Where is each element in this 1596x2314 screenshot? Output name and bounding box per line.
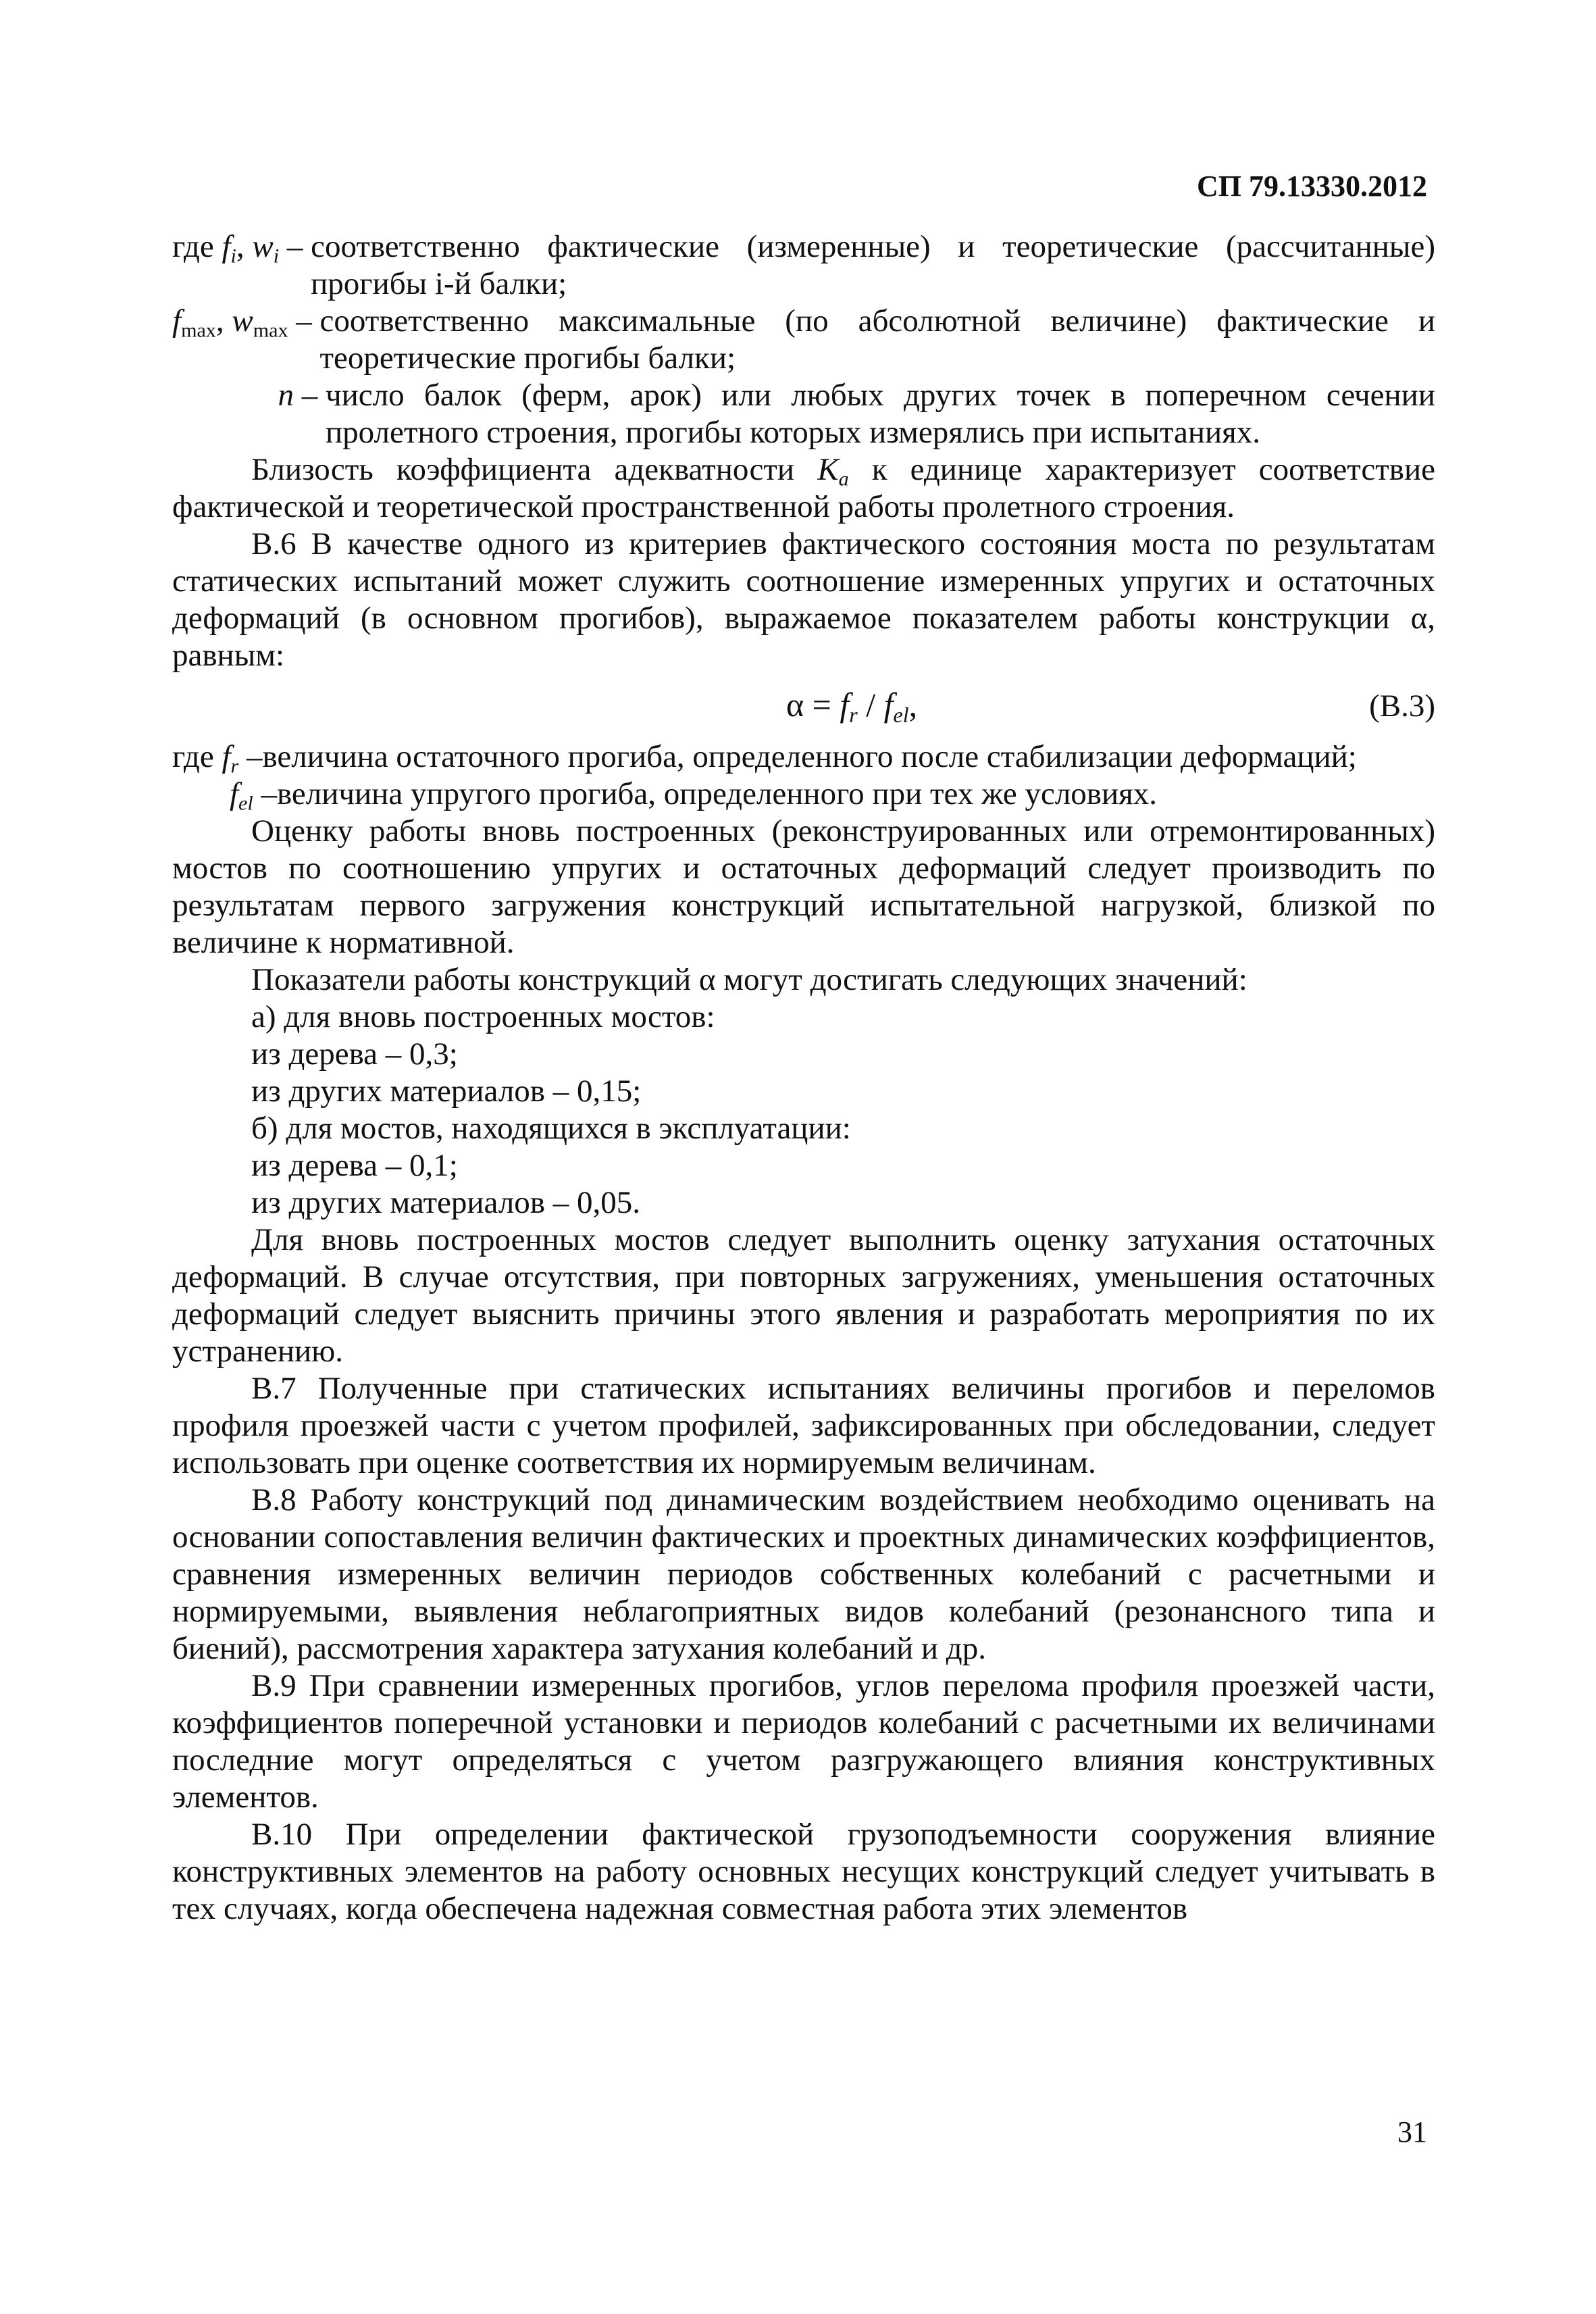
paragraph-b9: В.9 При сравнении измеренных прогибов, углов перелома профиля проезжей части, коэффициентов поперечной установки и периодов колебаний с расчетными их величинами последние могут определяться с учетом разгружающего влияния конструктивных элементов. bbox=[172, 1668, 1435, 1815]
definition-label: n – bbox=[278, 378, 318, 413]
paragraph-b6: В.6 В качестве одного из критериев фактического состояния моста по результатам статических испытаний может служить соотношение измеренных упругих и остаточных деформаций (в основном прогибов), выражаемое показателем работы конструкции α, равным: bbox=[172, 526, 1435, 673]
formula-expression: $\alpha = f_r / f_{el}$, bbox=[786, 686, 918, 727]
page-number: 31 bbox=[1397, 2115, 1427, 2148]
definition-item bbox=[172, 738, 1435, 776]
list-item: из других материалов – 0,05. bbox=[251, 1185, 640, 1220]
definition-text: соответственно фактические (измеренные) и теоретические (рассчитанные) прогибы i-й балки; bbox=[311, 229, 1435, 301]
list-item: б) для мостов, находящихся в эксплуатации: bbox=[251, 1111, 851, 1146]
list-item: из дерева – 0,3; bbox=[251, 1036, 458, 1072]
paragraph-b8: В.8 Работу конструкций под динамическим воздействием необходимо оценивать на основании сопоставления величин фактических и проектных динамических коэффициентов, сравнения измеренных величин периодов собственных колебаний с расчетными и нормируемыми, выявления неблагоприятных видов колебаний (резонансного типа и биений), рассмотрения характера затухания колебаний и др. bbox=[172, 1482, 1435, 1666]
definition-item bbox=[172, 377, 1435, 451]
definition-text: величина остаточного прогиба, определенного после стабилизации деформаций; bbox=[262, 739, 1357, 774]
definition-label: $f_{max}$, $w_{max}$ – bbox=[172, 303, 312, 342]
paragraph-b7: В.7 Полученные при статических испытаниях величины прогибов и переломов профиля проезжей части с учетом профилей, зафиксированных при обследовании, следует использовать при оценке соответствия их нормируемым величинам. bbox=[172, 1371, 1435, 1480]
definition-text: число балок (ферм, арок) или любых других точек в поперечном сечении пролетного строения, прогибы которых измерялись при испытаниях. bbox=[326, 378, 1435, 450]
definition-item bbox=[172, 303, 1435, 377]
definition-text: соответственно максимальные (по абсолютной величине) фактические и теоретические прогибы балки; bbox=[319, 303, 1435, 376]
paragraph-adequacy: Близость коэффициента адекватности $K_a$ к единице характеризует соответствие фактической и теоретической пространственной работы пролетного строения. bbox=[172, 452, 1436, 524]
definition-label: где $f_r$ – bbox=[172, 739, 263, 778]
paragraph-new-bridges: Для вновь построенных мостов следует выполнить оценку затухания остаточных деформаций. В случае отсутствия, при повторных загружениях, уменьшения остаточных деформаций следует выяснить причины этого явления и разработать мероприятия по их устранению. bbox=[172, 1222, 1435, 1369]
formula-number: (В.3) bbox=[1369, 688, 1435, 724]
list-item: а) для вновь построенных мостов: bbox=[251, 999, 715, 1034]
paragraph-evaluation: Оценку работы вновь построенных (реконструированных или отремонтированных) мостов по соотношению упругих и остаточных деформаций следует производить по результатам первого загружения конструкций испытательной нагрузкой, близкой по величине к нормативной. bbox=[172, 813, 1435, 960]
definition-item bbox=[172, 228, 1435, 303]
list-item: из дерева – 0,1; bbox=[251, 1148, 458, 1183]
definition-item bbox=[172, 776, 1435, 813]
paragraph-b10: В.10 При определении фактической грузоподъемности сооружения влияние конструктивных элементов на работу основных несущих конструкций следует учитывать в тех случаях, когда обеспечена надежная совместная работа этих элементов bbox=[172, 1817, 1435, 1926]
definition-label: $f_{el}$ – bbox=[229, 776, 277, 815]
paragraph-indicators: Показатели работы конструкций α могут достигать следующих значений: bbox=[251, 962, 1247, 997]
definition-text: величина упругого прогиба, определенного при тех же условиях. bbox=[277, 776, 1158, 811]
page-body bbox=[172, 228, 1435, 1928]
list-item: из других материалов – 0,15; bbox=[251, 1074, 642, 1109]
formula-b3 bbox=[172, 686, 1435, 725]
definition-label: где $f_i$, $w_i$ – bbox=[172, 229, 303, 268]
document-code: СП 79.13330.2012 bbox=[1197, 170, 1427, 203]
